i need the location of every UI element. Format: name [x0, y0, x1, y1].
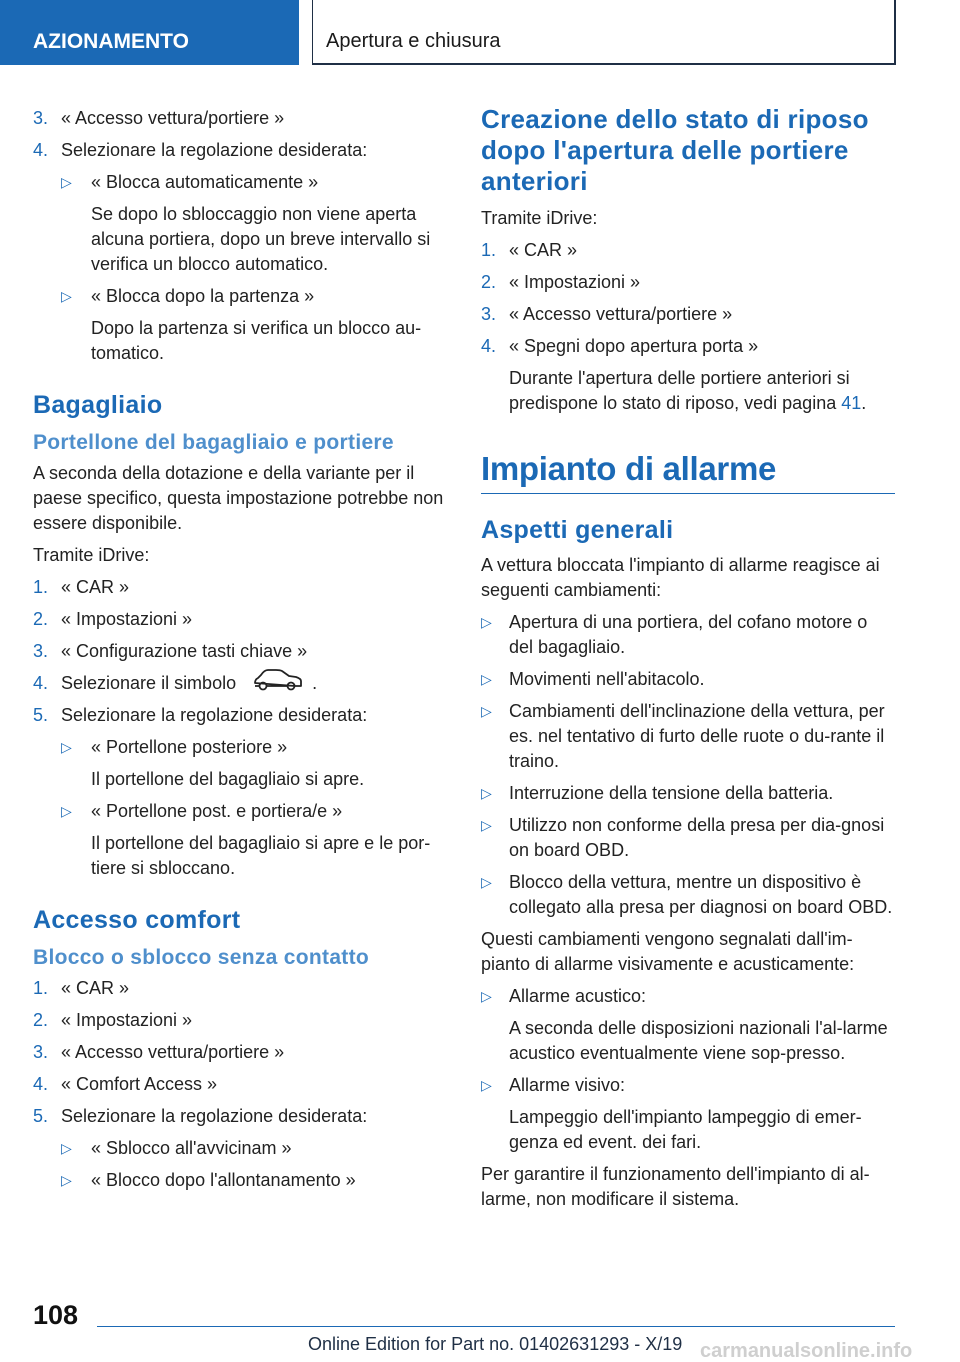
- triangle-bullet-icon: ▷: [481, 785, 492, 801]
- alarm-type-item: [481, 984, 895, 1009]
- triangle-bullet-icon: ▷: [61, 739, 72, 755]
- step-number: 4.: [481, 336, 497, 356]
- step-item: [33, 671, 451, 696]
- option-description: Il portellone del bagagliaio si apre.: [91, 769, 365, 789]
- option-label: « Blocca dopo la partenza »: [91, 286, 315, 306]
- step-number: 3.: [481, 304, 497, 324]
- bullet-text: Movimenti nell'abitacolo.: [509, 669, 705, 689]
- alarm-type-label: Allarme acustico:: [509, 986, 647, 1006]
- step-item: [33, 138, 451, 163]
- step-text: « CAR »: [61, 978, 130, 998]
- step-number: 5.: [33, 1106, 49, 1126]
- step-number: 4.: [33, 1074, 49, 1094]
- option-label: « Blocca automaticamente »: [91, 172, 319, 192]
- footer-divider: [97, 1326, 895, 1327]
- step-item: [33, 106, 451, 131]
- heading-bagagliaio: Bagagliaio: [33, 391, 163, 419]
- step-item: [481, 302, 895, 327]
- step-number: 3.: [33, 108, 49, 128]
- step-number: 4.: [33, 673, 49, 693]
- bullet-item: [481, 699, 895, 774]
- step-number: 5.: [33, 705, 49, 725]
- triangle-bullet-icon: ▷: [481, 988, 492, 1004]
- step-text: « Configurazione tasti chiave »: [61, 641, 308, 661]
- step-item: [33, 639, 451, 664]
- step-number: 1.: [33, 978, 49, 998]
- step-number: 3.: [33, 641, 49, 661]
- step-number: 2.: [33, 1010, 49, 1030]
- paragraph: A seconda della dotazione e della variante per il paese specifico, questa impostazione potrebbe non essere disponibile.: [33, 463, 444, 533]
- step-text: « Impostazioni »: [61, 1010, 193, 1030]
- heading-stato-riposo: Creazione dello stato di riposo dopo l'apertura delle portiere anteriori: [481, 104, 869, 196]
- bullet-item: [481, 610, 895, 660]
- left-column: [33, 100, 451, 1200]
- step-text: « Accesso vettura/portiere »: [61, 1042, 285, 1062]
- step-item: [33, 575, 451, 600]
- bullet-text: Utilizzo non conforme della presa per dia-gnosi on board OBD.: [509, 815, 885, 860]
- option-description: Dopo la partenza si verifica un blocco au-tomatico.: [91, 318, 422, 363]
- step-item: [481, 238, 895, 263]
- bullet-text: Blocco della vettura, mentre un dispositivo è collegato alla presa per diagnosi on board OBD.: [509, 872, 893, 917]
- step-item: [33, 1040, 451, 1065]
- alarm-type-item: [481, 1073, 895, 1098]
- bullet-item: [481, 781, 895, 806]
- step-item: [33, 1008, 451, 1033]
- bullet-text: Apertura di una portiera, del cofano motore o del bagagliaio.: [509, 612, 868, 657]
- page-number: 108: [33, 1300, 79, 1330]
- option-label: « Sblocco all'avvicinam »: [91, 1138, 292, 1158]
- step-text: Selezionare il simbolo: [61, 673, 237, 693]
- triangle-bullet-icon: ▷: [481, 671, 492, 687]
- step-item: [33, 607, 451, 632]
- heading-accesso-comfort: Accesso comfort: [33, 906, 241, 934]
- step-text: « Accesso vettura/portiere »: [509, 304, 733, 324]
- step-text: « Comfort Access »: [61, 1074, 218, 1094]
- step-text: « Impostazioni »: [61, 609, 193, 629]
- step-text: « Accesso vettura/portiere »: [61, 108, 285, 128]
- step-text: « Spegni dopo apertura porta »: [509, 336, 759, 356]
- subheading-blocco: Blocco o sblocco senza contatto: [33, 946, 370, 969]
- paragraph: Per garantire il funzionamento dell'impianto di al-larme, non modificare il sistema.: [481, 1164, 870, 1209]
- car-key-icon: [252, 667, 304, 695]
- alarm-type-label: Allarme visivo:: [509, 1075, 626, 1095]
- step-description: [481, 366, 895, 416]
- step-text: « CAR »: [509, 240, 578, 260]
- alarm-type-description: A seconda delle disposizioni nazionali l'al-larme acustico eventualmente viene sop-presso.: [509, 1018, 888, 1063]
- step-item: [481, 334, 895, 359]
- option-item: [33, 1136, 451, 1161]
- step-number: 2.: [33, 609, 49, 629]
- step-text: Selezionare la regolazione desiderata:: [61, 140, 368, 160]
- edition-text: Online Edition for Part no. 01402631293 - X/19: [308, 1334, 683, 1354]
- step-number: 1.: [33, 577, 49, 597]
- bullet-item: [481, 813, 895, 863]
- paragraph: Questi cambiamenti vengono segnalati dall'im-pianto di allarme visivamente e acusticamente:: [481, 929, 855, 974]
- step-text: « Impostazioni »: [509, 272, 641, 292]
- heading-aspetti-generali: Aspetti generali: [481, 516, 674, 544]
- option-label: « Blocco dopo l'allontanamento »: [91, 1170, 356, 1190]
- paragraph: Tramite iDrive:: [481, 208, 598, 228]
- step-item: [33, 1104, 451, 1129]
- step-number: 3.: [33, 1042, 49, 1062]
- subheading-portellone: Portellone del bagagliaio e portiere: [33, 431, 394, 454]
- triangle-bullet-icon: ▷: [61, 803, 72, 819]
- chapter-title: Apertura e chiusura: [312, 0, 896, 65]
- step-item: [33, 976, 451, 1001]
- alarm-type-description: Lampeggio dell'impianto lampeggio di emer-genza ed event. dei fari.: [509, 1107, 862, 1152]
- bullet-text: Interruzione della tensione della batteria.: [509, 783, 834, 803]
- step-number: 1.: [481, 240, 497, 260]
- step-text: « CAR »: [61, 577, 130, 597]
- triangle-bullet-icon: ▷: [61, 174, 72, 190]
- triangle-bullet-icon: ▷: [61, 288, 72, 304]
- step-item: [33, 1072, 451, 1097]
- paragraph: A vettura bloccata l'impianto di allarme reagisce ai seguenti cambiamenti:: [481, 555, 880, 600]
- triangle-bullet-icon: ▷: [481, 874, 492, 890]
- watermark: carmanualsonline.info: [700, 1340, 913, 1362]
- bullet-item: [481, 667, 895, 692]
- triangle-bullet-icon: ▷: [481, 1077, 492, 1093]
- triangle-bullet-icon: ▷: [61, 1140, 72, 1156]
- description-end: .: [861, 393, 867, 413]
- description-text: Durante l'apertura delle portiere anteriori si predispone lo stato di riposo, vedi pagina: [509, 368, 850, 413]
- triangle-bullet-icon: ▷: [481, 614, 492, 630]
- right-column: [481, 100, 895, 1219]
- step-text: Selezionare la regolazione desiderata:: [61, 705, 368, 725]
- option-item: [33, 799, 451, 824]
- step-item: [481, 270, 895, 295]
- option-item: [33, 170, 451, 195]
- triangle-bullet-icon: ▷: [481, 817, 492, 833]
- option-item: [33, 284, 451, 309]
- option-item: [33, 735, 451, 760]
- section-tab: AZIONAMENTO: [0, 0, 299, 65]
- paragraph: Tramite iDrive:: [33, 545, 150, 565]
- option-description: Se dopo lo sbloccaggio non viene aperta alcuna portiera, dopo un breve intervallo si verifica un blocco automatico.: [91, 204, 431, 274]
- option-description: Il portellone del bagagliaio si apre e le por-tiere si sbloccano.: [91, 833, 431, 878]
- bullet-text: Cambiamenti dell'inclinazione della vettura, per es. nel tentativo di furto delle ruote o du-rante il traino.: [509, 701, 885, 771]
- option-label: « Portellone posteriore »: [91, 737, 288, 757]
- step-item: [33, 703, 451, 728]
- page-link[interactable]: 41: [841, 393, 862, 413]
- step-text-suffix: .: [312, 673, 318, 693]
- option-item: [33, 1168, 451, 1193]
- option-label: « Portellone post. e portiera/e »: [91, 801, 343, 821]
- step-text: Selezionare la regolazione desiderata:: [61, 1106, 368, 1126]
- bullet-item: [481, 870, 895, 920]
- triangle-bullet-icon: ▷: [481, 703, 492, 719]
- triangle-bullet-icon: ▷: [61, 1172, 72, 1188]
- chapter-heading-allarme: Impianto di allarme: [481, 456, 895, 494]
- step-number: 4.: [33, 140, 49, 160]
- step-number: 2.: [481, 272, 497, 292]
